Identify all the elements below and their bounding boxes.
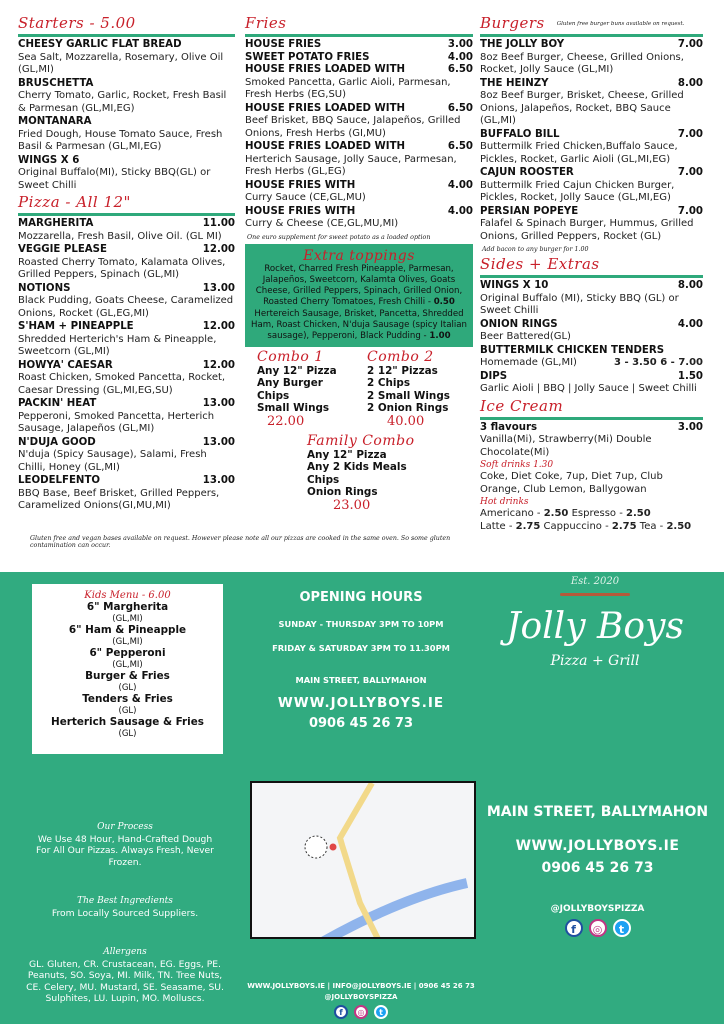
item-name: PACKIN' HEAT [18, 398, 97, 409]
menu-item [18, 360, 235, 398]
menu-item [245, 39, 473, 52]
logo [485, 576, 705, 669]
item-header [245, 39, 473, 52]
combo-line: Any 12" Pizza [257, 364, 337, 377]
item-description: Roasted Cherry Tomato, Kalamata Olives, Grilled Peppers, Spinach (GL,MI) [18, 256, 226, 280]
extra-toppings-box [245, 244, 473, 347]
item-header [480, 280, 703, 293]
item-name: VEGGIE PLEASE [18, 244, 107, 255]
hot-drinks-row [480, 521, 703, 534]
item-description: Vanilla(Mi), Strawberry(Mi) Double Chocolate(Mi) [480, 434, 652, 458]
ingredients-title: The Best Ingredients [77, 896, 173, 906]
item-name: HOUSE FRIES WITH [245, 179, 356, 191]
menu-item [18, 475, 235, 513]
divider [18, 34, 235, 37]
drink-name: Cappuccino - [543, 520, 609, 532]
item-name: S'HAM + PINEAPPLE [18, 321, 134, 332]
item-description: Smoked Pancetta, Garlic Aioli, Parmesan, Fresh Herbs (EG,SU) [245, 76, 451, 100]
website-link[interactable]: WWW.JOLLYBOYS.IE [515, 838, 680, 854]
phone-number: 0906 45 26 73 [308, 716, 414, 731]
drink-price: 2.50 [626, 508, 651, 519]
soft-drinks-heading: Soft drinks 1.30 [480, 460, 554, 470]
combo-title: Combo 2 [367, 348, 434, 365]
item-description: Curry Sauce (CE,GL,MU) [245, 192, 366, 203]
item-description: Buttermilk Fried Cajun Chicken Burger, Pickles, Rocket, Jolly Sauce (GL,MI,EG) [480, 179, 675, 203]
item-price: 4.00 [447, 205, 473, 217]
drink-price: 2.75 [515, 520, 541, 532]
gluten-note: Gluten free and vegan bases available on request. However please note all our pizzas are cooked in the same oven. So some gluten contamination can occur. [30, 535, 451, 549]
sides-heading: Sides + Extras [480, 255, 600, 273]
allergens-title: Allergens [103, 947, 147, 957]
pizza-list [18, 218, 235, 513]
process-text: We Use 48 Hour, Hand-Crafted Dough For All Our Pizzas. Always Fresh, Never Frozen. [36, 833, 214, 868]
item-price: 3.00 [447, 39, 473, 50]
item-price: 7.00 [677, 205, 703, 217]
footer [230, 981, 492, 1019]
menu-item [18, 283, 235, 321]
address: MAIN STREET, BALLYMAHON [295, 675, 427, 685]
item-name: WINGS X 10 [480, 280, 549, 291]
footer-contact: WWW.JOLLYBOYS.IE | INFO@JOLLYBOYS.IE | 0906 45 26 73 [247, 982, 475, 990]
menu-item [480, 422, 703, 460]
menu-item [245, 64, 473, 102]
item-name: MONTANARA [18, 116, 92, 127]
item-header [18, 475, 235, 488]
item-price: 7.00 [677, 167, 703, 178]
item-name: BUTTERMILK CHICKEN TENDERS [480, 344, 665, 356]
item-description: Buttermilk Fried Chicken,Buffalo Sauce, Pickles, Rocket, Garlic Aioli (GL,MI,EG) [480, 141, 678, 165]
item-header [480, 422, 703, 435]
divider [480, 34, 703, 37]
item-name: THE JOLLY BOY [480, 39, 565, 50]
item-name: ONION RINGS [480, 318, 558, 330]
item-header [480, 167, 703, 180]
process-title: Our Process [97, 822, 153, 832]
divider [18, 213, 235, 216]
burgers-list [480, 39, 703, 243]
sides-list [480, 280, 703, 396]
item-description: N'duja (Spicy Sausage), Salami, Fresh Chilli, Honey (GL,MI) [18, 449, 207, 473]
item-header [18, 360, 235, 373]
menu-item [480, 280, 703, 318]
column-right [480, 14, 703, 534]
item-description: Black Pudding, Goats Cheese, Caramelized Onions, Rocket (GL,EG,MI) [18, 295, 234, 319]
item-header [480, 345, 703, 358]
item-name: DIPS [480, 370, 508, 382]
logo-est: Est. 2020 [570, 576, 620, 587]
item-name: HOUSE FRIES WITH [245, 205, 356, 217]
menu-item [480, 78, 703, 128]
item-name: HOWYA' CAESAR [18, 359, 113, 371]
item-price: 13.00 [202, 475, 235, 486]
item-header [245, 141, 473, 154]
item-description: Roast Chicken, Smoked Pancetta, Rocket, Caesar Dressing (GL,MI,EG,SU) [18, 372, 226, 396]
combo-line: Onion Rings [307, 486, 378, 499]
item-description: Pepperoni, Smoked Pancetta, Herterich Sausage, Jalapeños (GL,MI) [18, 410, 215, 434]
logo-name: Jolly Boys [506, 606, 684, 647]
item-description: 8oz Beef Burger, Brisket, Cheese, Grilled Onions, Jalapeños, Rocket, BBQ Sauce (GL,MI) [480, 90, 684, 126]
item-sub-price: 3 - 3.50 6 - 7.00 [614, 357, 703, 368]
info-panel [0, 572, 724, 1024]
combos [245, 347, 473, 517]
column-middle [245, 14, 473, 517]
kids-item-name: 6" Ham & Pineapple [68, 624, 187, 636]
combo-line: Small Wings [257, 402, 330, 415]
item-description: Herterich Sausage, Jolly Sauce, Parmesan, Fresh Herbs (GL,EG) [245, 153, 457, 177]
kids-item-name: Tenders & Fries [82, 693, 173, 705]
item-price: 13.00 [202, 398, 235, 409]
combo-line: 2 12" Pizzas [367, 364, 438, 377]
item-description: Fried Dough, House Tomato Sauce, Fresh Basil & Parmesan (GL,MI,EG) [18, 128, 223, 152]
menu-item [245, 103, 473, 141]
twitter-icon[interactable]: t [613, 919, 631, 937]
logo-smile [560, 593, 630, 596]
item-description: Falafel & Spinach Burger, Hummus, Grilled Onions, Grilled Peppers, Rocket (GL) [480, 218, 694, 242]
kids-heading: Kids Menu - 6.00 [84, 590, 171, 601]
menu-item [480, 371, 703, 396]
item-description: Shredded Herterich's Ham & Pineapple, Sweetcorn (GL,MI) [18, 333, 217, 357]
hot-drinks-list [480, 508, 703, 533]
item-price: 13.00 [202, 436, 235, 448]
item-header [245, 206, 473, 219]
burger-bun-note: Gluten free burger buns available on request. [556, 20, 685, 27]
item-header [245, 103, 473, 116]
item-description: BBQ Base, Beef Brisket, Grilled Peppers, Caramelized Onions(GI,MU,MI) [18, 487, 220, 511]
item-name: CHEESY GARLIC FLAT BREAD [18, 39, 182, 50]
item-name: MARGHERITA [18, 218, 94, 229]
item-description [480, 357, 703, 370]
drink-price: 2.50 [666, 520, 692, 532]
item-price: 4.00 [447, 179, 473, 191]
instagram-icon[interactable]: ◎ [354, 1005, 368, 1019]
item-header [18, 398, 235, 411]
kids-item-allergens: (GL) [118, 682, 137, 693]
item-header [18, 244, 235, 257]
item-header [245, 180, 473, 193]
website-link[interactable]: WWW.JOLLYBOYS.IE [277, 695, 445, 711]
item-header [18, 78, 235, 91]
about-section [20, 822, 230, 1005]
kids-item-name: Burger & Fries [85, 670, 170, 682]
item-description: Beef Brisket, BBQ Sauce, Jalapeños, Grilled Onions, Fresh Herbs (GI,MU) [245, 115, 461, 139]
item-price: 8.00 [677, 280, 703, 291]
kids-item-allergens: (GL,MI) [112, 636, 143, 647]
item-description: Sea Salt, Mozzarella, Rosemary, Olive Oil (GL,MI) [18, 51, 224, 75]
drink-name: Tea - [639, 520, 664, 532]
footer-handle: @JOLLYBOYSPIZZA [324, 993, 398, 1001]
burgers-heading: Burgers [480, 14, 545, 32]
starters-list [18, 39, 235, 192]
item-price: 12.00 [202, 321, 235, 332]
item-name: CAJUN ROOSTER [480, 167, 574, 178]
item-name: SWEET POTATO FRIES [245, 51, 370, 63]
menu-item [18, 398, 235, 436]
item-price: 4.00 [677, 318, 703, 330]
kids-menu-box [32, 584, 223, 754]
pizza-heading: Pizza - All 12" [18, 193, 131, 211]
hot-drinks-row [480, 508, 703, 521]
item-header [245, 52, 473, 65]
item-price: 3.00 [677, 421, 703, 433]
menu-item [18, 218, 235, 243]
drink-name: Americano - [480, 508, 541, 519]
item-header [480, 39, 703, 52]
kids-item-name: Herterich Sausage & Fries [51, 716, 204, 728]
combo-line: Chips [257, 389, 290, 402]
item-header [480, 78, 703, 91]
item-header [18, 155, 235, 168]
item-price: 12.00 [202, 244, 235, 255]
item-price: 8.00 [677, 77, 703, 89]
drink-price: 2.75 [611, 520, 637, 532]
combo-title: Combo 1 [257, 348, 324, 365]
allergens-text: GL. Gluten, CR. Crustacean, EG. Eggs, PE. Peanuts, SO. Soya, MI. Milk, TN. Tree Nuts, CE. Celery, MU. Mustard, SE. Seasame, SU. Sulphites, LU. Lupin, MO. Molluscs. [26, 958, 224, 1004]
fries-list [245, 39, 473, 231]
kids-item-allergens: (GL,MI) [112, 613, 143, 624]
item-price: 11.00 [202, 218, 235, 229]
location-map[interactable] [250, 781, 476, 939]
divider [480, 275, 703, 278]
menu-item [245, 206, 473, 231]
menu-item [480, 206, 703, 244]
soft-drinks-list: Coke, Diet Coke, 7up, Diet 7up, Club Orange, Club Lemon, Ballygowan [480, 471, 663, 495]
footer-social-icons [230, 1005, 492, 1019]
item-header [245, 64, 473, 77]
social-handle: @JOLLYBOYSPIZZA [550, 904, 645, 914]
item-name: THE HEINZY [480, 77, 549, 89]
logo-tagline: Pizza + Grill [550, 653, 640, 669]
menu-item [18, 244, 235, 282]
combo-title: Family Combo [307, 432, 415, 449]
item-price: 1.50 [677, 370, 703, 382]
menu-item [480, 345, 703, 370]
menu-item [18, 321, 235, 359]
toppings-heading: Extra toppings [303, 247, 415, 264]
menu-item [245, 180, 473, 205]
item-name: BRUSCHETTA [18, 77, 94, 89]
item-price: 7.00 [677, 39, 703, 50]
hours-line: FRIDAY & SATURDAY 3PM TO 11.30PM [272, 643, 450, 653]
facebook-icon[interactable]: f [565, 919, 583, 937]
item-header [480, 371, 703, 384]
twitter-icon[interactable]: t [374, 1005, 388, 1019]
starters-heading: Starters - 5.00 [18, 14, 136, 32]
combo-2 [367, 349, 450, 428]
item-description: Original Buffalo (MI), Sticky BBQ (GL) or Sweet Chilli [480, 292, 679, 316]
fries-heading: Fries [245, 14, 287, 32]
menu-item [480, 167, 703, 205]
column-left [18, 14, 235, 514]
drink-name: Espresso - [571, 508, 623, 519]
item-header [18, 437, 235, 450]
kids-item-name: 6" Pepperoni [89, 647, 166, 659]
address: MAIN STREET, BALLYMAHON [486, 804, 709, 820]
contact-section [485, 804, 710, 937]
combo-line: Any 12" Pizza [307, 448, 387, 461]
item-description: Original Buffalo(MI), Sticky BBQ(GL) or Sweet Chilli [18, 167, 211, 191]
item-price: 7.00 [677, 128, 703, 140]
item-header [18, 218, 235, 231]
kids-item-allergens: (GL) [118, 705, 137, 716]
combo-line: 2 Chips [367, 377, 411, 390]
combo-line: 2 Small Wings [367, 389, 450, 402]
item-header [18, 321, 235, 334]
combo-price: 22.00 [267, 413, 305, 429]
ice-cream-list [480, 422, 703, 460]
social-icons [485, 918, 710, 937]
divider [480, 417, 703, 420]
combo-1 [257, 349, 337, 428]
menu-item [18, 116, 235, 154]
menu-item [480, 39, 703, 77]
item-name: NOTIONS [18, 282, 71, 294]
map-graphic [252, 783, 474, 937]
hours-title: OPENING HOURS [299, 590, 423, 605]
item-name: WINGS X 6 [18, 154, 80, 166]
drink-price: 2.50 [543, 508, 569, 519]
item-description: Beer Battered(GL) [480, 331, 571, 342]
combo-price: 40.00 [387, 413, 425, 429]
kids-item-name: 6" Margherita [86, 601, 169, 613]
toppings-group-1: Rocket, Charred Fresh Pineapple, Parmesan, Jalapeños, Sweetcorn, Kalamta Olives, Goats Cheese, Grilled Peppers, Spinach, Grilled Onion, Roasted Cherry Tomatoes, Fresh Chilli - 0.50 [255, 263, 463, 308]
menu-item [18, 437, 235, 475]
item-price: 6.50 [447, 64, 473, 75]
bacon-note: Add bacon to any burger for 1.00 [482, 246, 589, 253]
ingredients-text: From Locally Sourced Suppliers. [51, 907, 199, 919]
item-header [18, 283, 235, 296]
item-price: 4.00 [447, 51, 473, 63]
toppings-group-2: Hertereich Sausage, Brisket, Pancetta, Shredded Ham, Roast Chicken, N'duja Sausage (spicy Italian sausage), Pepperoni, Black Pudding - 1.00 [250, 308, 467, 342]
family-combo [307, 433, 415, 512]
item-name: HOUSE FRIES LOADED WITH [245, 64, 406, 75]
hot-drinks-heading: Hot drinks [480, 497, 529, 507]
combo-line: Any Burger [257, 377, 323, 390]
opening-hours [250, 590, 472, 731]
facebook-icon[interactable]: f [334, 1005, 348, 1019]
menu-item [480, 319, 703, 344]
item-desc-text: Homemade (GL,MI) [480, 357, 577, 368]
item-price: 6.50 [447, 102, 473, 114]
item-name: LEODELFENTO [18, 475, 101, 486]
combo-line: Chips [307, 473, 340, 486]
item-description: Mozzarella, Fresh Basil, Olive Oil. (GL MI) [18, 230, 222, 242]
kids-item-allergens: (GL,MI) [112, 659, 143, 670]
menu-item [480, 129, 703, 167]
combo-price: 23.00 [333, 497, 371, 513]
item-description: 8oz Beef Burger, Cheese, Grilled Onions, Rocket, Jolly Sauce (GL,MI) [480, 51, 684, 75]
item-name: 3 flavours [480, 421, 538, 433]
item-name: HOUSE FRIES [245, 39, 322, 50]
combo-line: 2 Onion Rings [367, 402, 449, 415]
item-price: 12.00 [202, 359, 235, 371]
item-header [480, 129, 703, 142]
item-name: N'DUJA GOOD [18, 436, 96, 448]
kids-item-allergens: (GL) [118, 728, 137, 739]
menu-item [18, 39, 235, 77]
menu-item [18, 78, 235, 116]
item-header [18, 116, 235, 129]
drink-name: Latte - [480, 520, 513, 532]
menu-item [245, 52, 473, 65]
item-price: 13.00 [202, 282, 235, 294]
instagram-icon[interactable]: ◎ [589, 919, 607, 937]
menu-item [18, 155, 235, 193]
divider [245, 34, 473, 37]
item-name: HOUSE FRIES LOADED WITH [245, 141, 406, 152]
item-header [480, 319, 703, 332]
item-name: BUFFALO BILL [480, 128, 560, 140]
combo-line: Any 2 Kids Meals [307, 461, 407, 474]
item-header [480, 206, 703, 219]
item-price: 6.50 [447, 141, 473, 152]
ice-cream-heading: Ice Cream [480, 396, 564, 415]
phone-number: 0906 45 26 73 [541, 860, 654, 876]
item-description: Curry & Cheese (CE,GL,MU,MI) [245, 218, 399, 229]
item-description: Garlic Aioli | BBQ | Jolly Sauce | Sweet Chilli [480, 383, 697, 394]
menu-item [245, 141, 473, 179]
hours-line: SUNDAY - THURSDAY 3PM TO 10PM [278, 619, 444, 629]
item-name: PERSIAN POPEYE [480, 205, 579, 217]
item-header [18, 39, 235, 52]
item-description: Cherry Tomato, Garlic, Rocket, Fresh Basil & Parmesan (GL,MI,EG) [18, 90, 227, 114]
sweet-potato-note: One euro supplement for sweet potato as a loaded option [247, 233, 431, 241]
item-name: HOUSE FRIES LOADED WITH [245, 102, 406, 114]
